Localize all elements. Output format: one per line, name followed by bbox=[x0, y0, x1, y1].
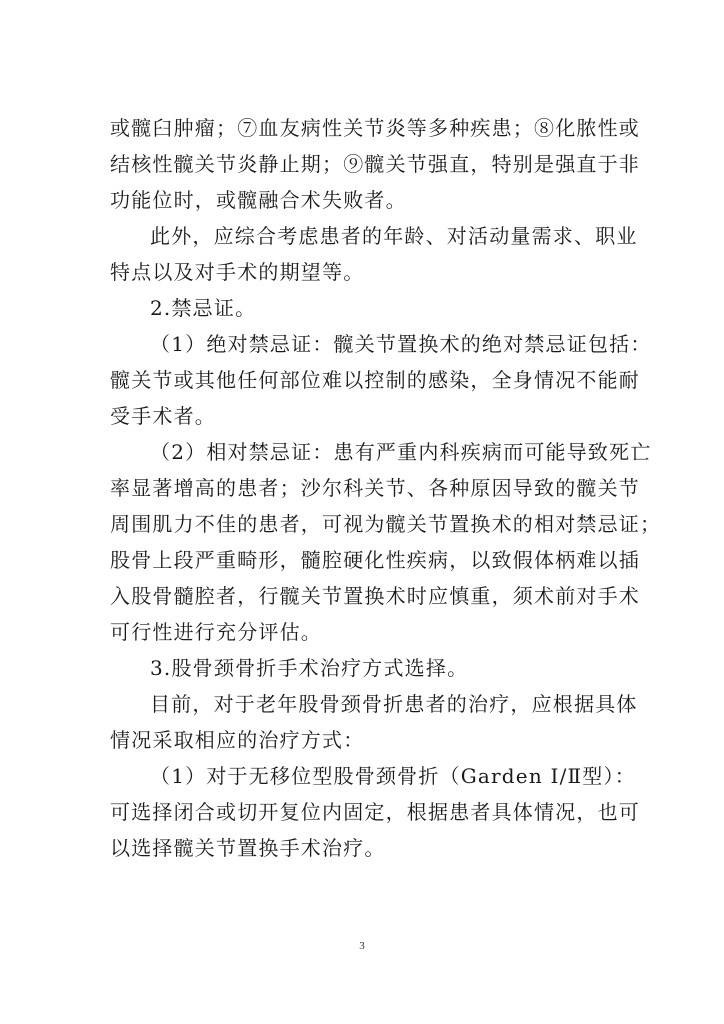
text-line: 股骨上段严重畸形，髓腔硬化性疾病，以致假体柄难以插 bbox=[110, 548, 640, 572]
text-line: 结核性髋关节炎静止期；⑨髋关节强直，特别是强直于非 bbox=[110, 152, 640, 176]
text-line: 可选择闭合或切开复位内固定，根据患者具体情况，也可 bbox=[110, 800, 640, 824]
text-line: （1）绝对禁忌证：髋关节置换术的绝对禁忌证包括： bbox=[150, 332, 652, 356]
text-line: 率显著增高的患者；沙尔科关节、各种原因导致的髋关节 bbox=[110, 476, 640, 500]
text-line: 或髋臼肿瘤；⑦血友病性关节炎等多种疾患；⑧化脓性或 bbox=[110, 116, 640, 140]
text-line: 特点以及对手术的期望等。 bbox=[110, 260, 365, 284]
text-line: 以选择髋关节置换手术治疗。 bbox=[110, 836, 386, 860]
text-line: 情况采取相应的治疗方式： bbox=[110, 728, 365, 752]
text-line: （1）对于无移位型股骨颈骨折（Garden Ⅰ/Ⅱ型）： bbox=[150, 764, 636, 788]
text-line: 可行性进行充分评估。 bbox=[110, 620, 322, 644]
text-line: 周围肌力不佳的患者，可视为髋关节置换术的相对禁忌证； bbox=[110, 512, 662, 536]
body-text bbox=[110, 110, 662, 866]
text-line: 此外，应综合考虑患者的年龄、对活动量需求、职业 bbox=[150, 224, 638, 248]
section-heading: 3.股骨颈骨折手术治疗方式选择。 bbox=[150, 656, 469, 680]
text-line: 目前，对于老年股骨颈骨折患者的治疗，应根据具体 bbox=[150, 692, 638, 716]
text-line: 受手术者。 bbox=[110, 404, 216, 428]
text-line: 功能位时，或髋融合术失败者。 bbox=[110, 188, 407, 212]
text-line: （2）相对禁忌证：患有严重内科疾病而可能导致死亡 bbox=[150, 440, 652, 464]
section-heading: 2.禁忌证。 bbox=[150, 296, 257, 320]
text-line: 髋关节或其他任何部位难以控制的感染，全身情况不能耐 bbox=[110, 368, 640, 392]
text-line: 入股骨髓腔者，行髋关节置换术时应慎重，须术前对手术 bbox=[110, 584, 640, 608]
page-number: 3 bbox=[359, 940, 365, 952]
